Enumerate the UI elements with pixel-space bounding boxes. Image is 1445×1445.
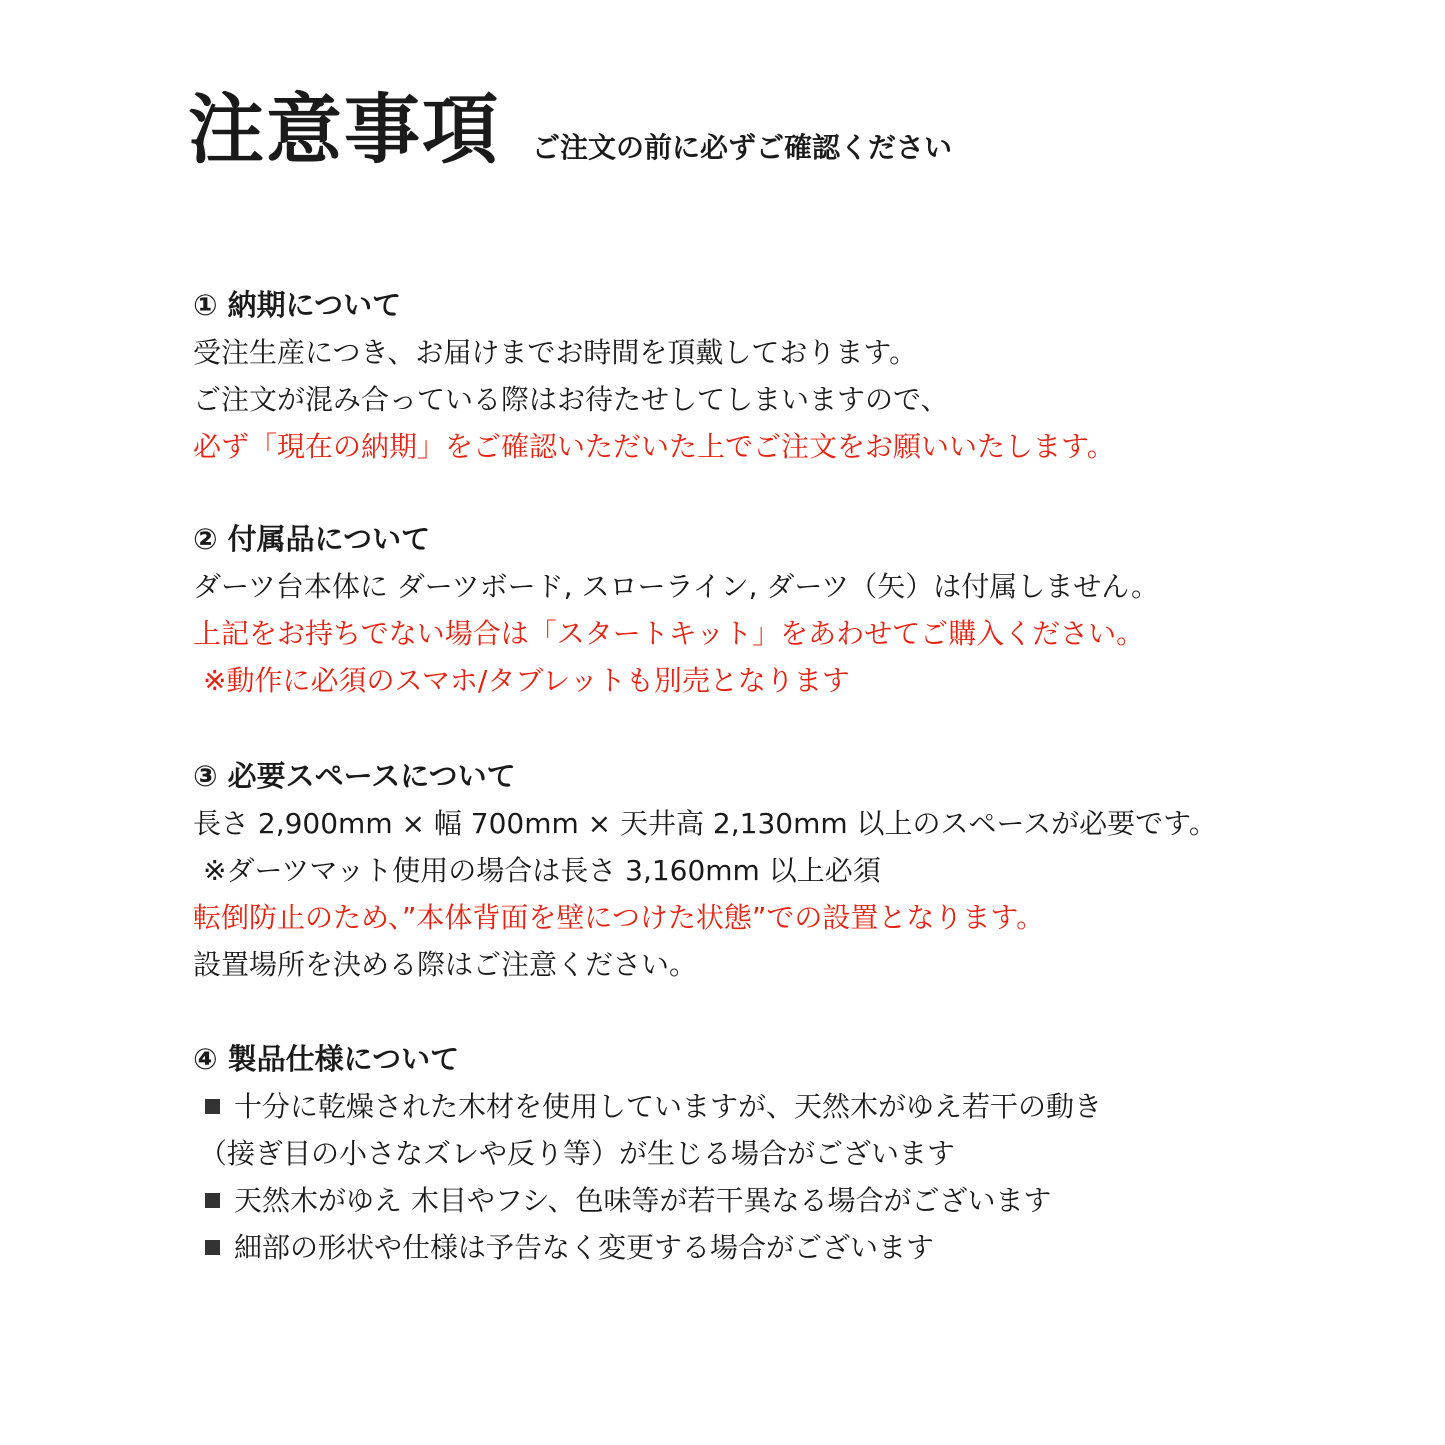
- bullet-text: 十分に乾燥された木材を使用していますが、天然木がゆえ若干の動き: [234, 1090, 1103, 1123]
- section-line: ※ダーツマット使用の場合は長さ 3,160mm 以上必須: [203, 854, 881, 887]
- page-header: [188, 85, 953, 174]
- section-line: 設置場所を決める際はご注意ください。: [193, 948, 698, 981]
- square-bullet-icon: [205, 1193, 220, 1208]
- bullet-item: [193, 1083, 1102, 1130]
- square-bullet-icon: [205, 1099, 220, 1114]
- section-heading: ③ 必要スペースについて: [193, 759, 516, 793]
- section-line-warning: 必ず「現在の納期」をご確認いただいた上でご注文をお願いいたします。: [193, 430, 1115, 463]
- section-line: ダーツ台本体に ダーツボード, スローライン, ダーツ（矢）は付属しません。: [193, 570, 1159, 603]
- square-bullet-icon: [205, 1240, 220, 1255]
- section-delivery: [193, 282, 1115, 470]
- bullet-item: [193, 1224, 1102, 1271]
- section-heading: ① 納期について: [193, 288, 402, 322]
- section-line-warning: 上記をお持ちでない場合は「スタートキット」をあわせてご購入ください。: [193, 617, 1145, 650]
- section-line-warning: ※動作に必須のスマホ/タブレットも別売となります: [203, 664, 850, 697]
- bullet-text: 細部の形状や仕様は予告なく変更する場合がございます: [234, 1231, 935, 1264]
- page-subtitle: ご注文の前に必ずご確認ください: [532, 131, 953, 164]
- section-accessories: [193, 516, 1159, 704]
- bullet-text: 天然木がゆえ 木目やフシ、色味等が若干異なる場合がございます: [234, 1184, 1052, 1217]
- section-line: ご注文が混み合っている際はお待たせしてしまいますので、: [193, 383, 949, 416]
- section-specs: [193, 1036, 1102, 1271]
- bullet-continuation: （接ぎ目の小さなズレや反り等）が生じる場合がございます: [199, 1137, 956, 1170]
- section-line-warning: 転倒防止のため、”本体背面を壁につけた状態”での設置となります。: [193, 901, 1045, 934]
- page-title: 注意事項: [188, 85, 500, 174]
- section-line: 受注生産につき、お届けまでお時間を頂戴しております。: [193, 336, 918, 369]
- section-line: 長さ 2,900mm × 幅 700mm × 天井高 2,130mm 以上のスペースが必要です。: [193, 807, 1217, 840]
- section-space: [193, 753, 1217, 988]
- section-heading: ② 付属品について: [193, 522, 431, 556]
- bullet-item: [193, 1177, 1102, 1224]
- section-heading: ④ 製品仕様について: [193, 1042, 460, 1076]
